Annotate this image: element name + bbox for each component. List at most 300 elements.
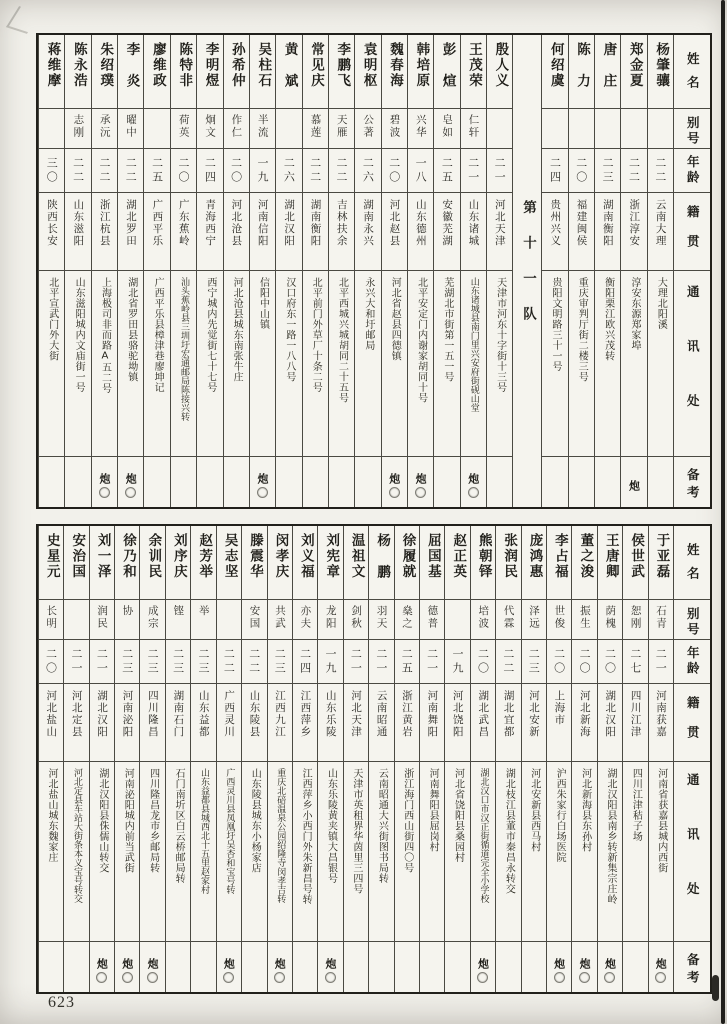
address-cell-text: 河北省赵县四德镇 [389, 277, 401, 361]
age-cell [649, 640, 673, 684]
remark-cell [118, 457, 143, 507]
age-cell [487, 149, 512, 193]
age-cell [39, 149, 64, 193]
remark-cell [621, 457, 646, 507]
native-cell-text: 四川隆昌 [146, 690, 159, 738]
alias-cell-text: 举 [197, 605, 210, 618]
remark-cell [572, 942, 596, 992]
native-cell [395, 684, 419, 762]
name-cell [39, 35, 64, 109]
native-cell [547, 684, 571, 762]
alias-cell-text: 碧波 [388, 114, 401, 139]
remark-cell-text: 炮 [146, 957, 160, 969]
age-cell [572, 640, 596, 684]
name-cell [569, 35, 594, 109]
alias-cell [171, 109, 196, 149]
native-cell-text: 山东益都 [197, 690, 210, 738]
name-cell-text: 郑金夏 [626, 42, 643, 89]
name-cell [445, 526, 469, 600]
age-cell [140, 640, 164, 684]
age-cell-text: 二〇 [387, 156, 401, 185]
age-cell-text: 二二 [653, 156, 667, 185]
remark-cell-text: 炮 [256, 472, 270, 484]
name-cell-text: 屈国基 [424, 533, 441, 580]
address-cell-text: 北平安定门内谢家胡同十号 [415, 277, 427, 403]
remark-cell [649, 942, 673, 992]
age-cell [115, 640, 139, 684]
address-cell-text: 广西平乐县樟津巷廖坤记 [152, 277, 164, 393]
age-cell-text: 二一 [69, 647, 83, 676]
name-cell [166, 526, 190, 600]
native-cell [64, 684, 88, 762]
remark-cell [382, 457, 407, 507]
age-cell [369, 640, 393, 684]
age-cell [329, 149, 354, 193]
native-cell [191, 684, 215, 762]
address-cell-text: 河北安新县西马村 [528, 768, 540, 852]
roster-column [470, 526, 495, 992]
header-alias [674, 109, 710, 149]
name-cell [471, 526, 495, 600]
roster-column [223, 35, 249, 507]
name-cell [408, 35, 433, 109]
remark-cell [39, 457, 64, 507]
scan-blob-artifact [712, 975, 719, 1001]
address-cell-text: 芜湖北市街第一五一号 [441, 277, 453, 382]
age-cell-text: 二三 [146, 647, 160, 676]
name-cell-text: 朱绍璞 [97, 42, 114, 89]
address-cell-text: 湖北汉阳县南乡转新集宗庄岭 [604, 768, 616, 905]
native-cell [369, 684, 393, 762]
name-cell-text: 王茂荣 [466, 42, 483, 89]
alias-cell-text: 荷英 [177, 114, 190, 139]
name-cell-text: 熊朝铎 [475, 533, 492, 580]
remark-cell [39, 942, 63, 992]
scan-edge-artifact [721, 0, 725, 1024]
roster-column [317, 526, 342, 992]
name-cell [144, 35, 169, 109]
name-cell [621, 35, 646, 109]
age-cell [461, 149, 486, 193]
alias-cell [92, 109, 117, 149]
age-cell-text: 二二 [97, 156, 111, 185]
name-cell-text: 庞鸿惠 [526, 533, 543, 580]
remark-cell [487, 457, 512, 507]
address-cell [408, 271, 433, 457]
roster-column [196, 35, 222, 507]
alias-cell [115, 600, 139, 640]
squad-label: 第十一队 [520, 200, 537, 342]
native-cell-text: 河南泌阳 [121, 690, 134, 738]
name-cell [623, 526, 647, 600]
address-cell-text: 浙江海门西山街四〇号 [401, 768, 413, 873]
roster-column [354, 35, 380, 507]
age-cell [598, 640, 622, 684]
alias-cell [39, 109, 64, 149]
remark-cell-text: 炮 [120, 957, 134, 969]
remark-cell [276, 457, 301, 507]
native-cell-text: 上海市 [553, 690, 566, 726]
address-cell-text: 上海极司非而路A五二号 [99, 277, 111, 394]
age-cell-text: 二一 [466, 156, 480, 185]
age-cell-text: 二二 [247, 647, 261, 676]
alias-cell [598, 600, 622, 640]
address-cell-text: 衡阳栗江欧兴茂转 [602, 277, 614, 361]
alias-cell [434, 109, 459, 149]
name-cell [197, 35, 222, 109]
native-cell-text: 江西萍乡 [299, 690, 312, 738]
header-column [673, 35, 710, 507]
address-cell [115, 762, 139, 942]
bottom-roster-table [36, 524, 712, 994]
native-cell-text: 湖北汉阳 [283, 199, 296, 247]
age-cell [623, 640, 647, 684]
circled-number-badge [96, 972, 107, 983]
address-cell-text: 湖北枝江县董市秦昌永转交 [503, 768, 515, 894]
age-cell [166, 640, 190, 684]
native-cell-text: 河北饶阳 [451, 690, 464, 738]
alias-cell-text: 天雁 [335, 114, 348, 139]
address-cell [268, 762, 292, 942]
native-cell [293, 684, 317, 762]
roster-column [571, 526, 596, 992]
alias-cell [648, 109, 673, 149]
roster-column [486, 35, 512, 507]
alias-cell-text: 共武 [273, 605, 286, 630]
remark-cell-text: 炮 [324, 957, 338, 969]
native-cell-text: 湖南衡阳 [309, 199, 322, 247]
name-cell-text: 陈永浩 [70, 42, 87, 89]
name-cell [420, 526, 444, 600]
address-cell [293, 762, 317, 942]
name-cell-text: 徐乃和 [120, 533, 137, 580]
native-cell [329, 193, 354, 271]
roster-column [91, 35, 117, 507]
age-cell [224, 149, 249, 193]
alias-cell [191, 600, 215, 640]
native-cell-text: 浙江淳安 [628, 199, 641, 247]
header-alias-label: 别号 [685, 606, 701, 638]
header-remarks-label: 备考 [685, 467, 701, 503]
roster-column [275, 35, 301, 507]
native-cell [166, 684, 190, 762]
age-cell-text: 三〇 [45, 156, 59, 185]
native-cell [648, 193, 673, 271]
remark-cell [420, 942, 444, 992]
roster-column [460, 35, 486, 507]
age-cell [522, 640, 546, 684]
top-roster-table [36, 33, 712, 509]
alias-cell [547, 600, 571, 640]
alias-cell [572, 600, 596, 640]
alias-cell [623, 600, 647, 640]
age-cell [445, 640, 469, 684]
native-cell [303, 193, 328, 271]
native-cell-text: 云南昭通 [375, 690, 388, 738]
page-number: 623 [48, 994, 75, 1011]
header-age-label: 年龄 [685, 155, 701, 186]
alias-cell [144, 109, 169, 149]
age-cell [171, 149, 196, 193]
alias-cell [250, 109, 275, 149]
alias-cell [140, 600, 164, 640]
native-cell-text: 湖南石门 [172, 690, 185, 738]
roster-column [541, 35, 567, 507]
address-cell-text: 重庆审判厅街二楼三号 [576, 277, 588, 382]
address-cell [65, 271, 90, 457]
name-cell [344, 526, 368, 600]
age-cell-text: 二六 [361, 156, 375, 185]
address-cell [355, 271, 380, 457]
address-cell [649, 762, 673, 942]
alias-cell [522, 600, 546, 640]
alias-cell [276, 109, 301, 149]
alias-cell-text: 恕刚 [629, 605, 642, 630]
native-cell-text: 陕西长安 [46, 199, 59, 247]
native-cell-text: 山东诸城 [467, 199, 480, 247]
roster-column [38, 526, 63, 992]
name-cell-text: 李鹏飞 [334, 42, 351, 89]
address-cell [242, 762, 266, 942]
age-cell [420, 640, 444, 684]
circled-number-badge [477, 972, 488, 983]
age-cell-text: 二三 [171, 647, 185, 676]
alias-cell-text: 代霖 [502, 605, 515, 630]
name-cell-text: 温祖文 [348, 533, 365, 580]
alias-cell [395, 600, 419, 640]
native-cell [595, 193, 620, 271]
age-cell-text: 一九 [451, 647, 465, 676]
native-cell [65, 193, 90, 271]
remark-cell-text: 炮 [476, 957, 490, 969]
roster-column [622, 526, 647, 992]
name-cell-text: 孙希仲 [228, 42, 245, 89]
native-cell [276, 193, 301, 271]
native-cell-text: 湖北罗田 [125, 199, 138, 247]
alias-cell-text: 成宗 [146, 605, 159, 630]
native-cell [434, 193, 459, 271]
alias-cell [118, 109, 143, 149]
age-cell [496, 640, 520, 684]
name-cell-text: 殷人义 [492, 42, 509, 89]
remark-cell [595, 457, 620, 507]
address-cell [191, 762, 215, 942]
age-cell-text: 二〇 [476, 647, 490, 676]
native-cell [224, 193, 249, 271]
roster-column [249, 35, 275, 507]
alias-cell [496, 600, 520, 640]
native-cell-text: 湖南永兴 [362, 199, 375, 247]
roster-column [117, 35, 143, 507]
name-cell-text: 张润民 [501, 533, 518, 580]
native-cell [92, 193, 117, 271]
name-cell-text: 李炎 [123, 42, 140, 106]
age-cell-text: 二三 [196, 647, 210, 676]
age-cell [268, 640, 292, 684]
native-cell-text: 河北赵县 [388, 199, 401, 247]
alias-cell-text: 作仁 [230, 114, 243, 139]
native-cell [39, 684, 63, 762]
roster-column [647, 35, 673, 507]
age-cell-text: 二一 [493, 156, 507, 185]
native-cell-text: 河南舞阳 [426, 690, 439, 738]
roster-column [64, 35, 90, 507]
address-cell-text: 河南舞阳县屈岗村 [427, 768, 439, 852]
header-address-label: 通讯处 [685, 284, 701, 449]
address-cell-text: 淳安东源郑家埠 [628, 277, 640, 351]
native-cell-text: 安徽芜湖 [441, 199, 454, 247]
header-name [674, 526, 710, 600]
address-cell [224, 271, 249, 457]
alias-cell [487, 109, 512, 149]
native-cell [542, 193, 567, 271]
alias-cell [293, 600, 317, 640]
name-cell [118, 35, 143, 109]
alias-cell [420, 600, 444, 640]
address-cell-text: 信阳中山镇 [257, 277, 269, 330]
remark-cell-text: 炮 [97, 472, 111, 484]
age-cell [569, 149, 594, 193]
native-cell-text: 江西九江 [273, 690, 286, 738]
roster-column [521, 526, 546, 992]
address-cell [276, 271, 301, 457]
native-cell [461, 193, 486, 271]
name-cell [65, 35, 90, 109]
native-cell [144, 193, 169, 271]
roster-column [568, 35, 594, 507]
name-cell [92, 35, 117, 109]
address-cell-text: 河北省饶阳县桑园村 [452, 768, 464, 863]
name-cell-text: 赵正英 [450, 533, 467, 580]
name-cell [434, 35, 459, 109]
native-cell [487, 193, 512, 271]
roster-column [394, 526, 419, 992]
native-cell [420, 684, 444, 762]
address-cell-text: 云南昭通大兴街图书局转 [376, 768, 388, 884]
roster-column [433, 35, 459, 507]
native-cell [318, 684, 342, 762]
alias-cell [217, 600, 241, 640]
remark-cell [369, 942, 393, 992]
age-cell [542, 149, 567, 193]
address-cell-text: 山东诸城县南门里兴安府街砚山堂 [468, 277, 479, 412]
alias-cell-text: 炯文 [204, 114, 217, 139]
remark-cell [65, 457, 90, 507]
remark-cell [434, 457, 459, 507]
alias-cell-text: 振生 [578, 605, 591, 630]
name-cell-text: 安治国 [69, 533, 86, 580]
remark-cell [90, 942, 114, 992]
address-cell-text: 四川江津秸子场 [630, 768, 642, 842]
name-cell-text: 杨鹏 [374, 533, 391, 597]
address-cell-text: 天津市英租界华茵里三四号 [350, 768, 362, 894]
name-cell-text: 魏春海 [386, 42, 403, 89]
remark-cell-text: 炮 [627, 479, 641, 491]
age-cell [547, 640, 571, 684]
alias-cell [242, 600, 266, 640]
header-remarks [674, 457, 710, 507]
alias-cell [355, 109, 380, 149]
remark-cell [648, 457, 673, 507]
alias-cell [649, 600, 673, 640]
age-cell [191, 640, 215, 684]
address-cell [648, 271, 673, 457]
native-cell [522, 684, 546, 762]
alias-cell [166, 600, 190, 640]
roster-column [114, 526, 139, 992]
roster-column [143, 35, 169, 507]
address-cell-text: 四川隆昌龙市乡邮局转 [147, 768, 159, 873]
address-cell [140, 762, 164, 942]
name-cell-text: 吴柱石 [255, 42, 272, 89]
address-cell-text: 湖北汉阳县侏儒山转交 [96, 768, 108, 873]
address-cell-text: 大理北阳溪 [655, 277, 667, 330]
name-cell [648, 35, 673, 109]
native-cell [572, 684, 596, 762]
name-cell [115, 526, 139, 600]
name-cell [39, 526, 63, 600]
remark-cell [268, 942, 292, 992]
native-cell [445, 684, 469, 762]
roster-column [620, 35, 646, 507]
age-cell-text: 二一 [95, 647, 109, 676]
roster-column [89, 526, 114, 992]
alias-cell-text: 铿 [172, 605, 185, 618]
native-cell-text: 吉林扶余 [335, 199, 348, 247]
address-cell [344, 762, 368, 942]
header-name-label: 姓名 [685, 542, 701, 590]
name-cell [369, 526, 393, 600]
native-cell [90, 684, 114, 762]
header-name [674, 35, 710, 109]
alias-cell-text: 志刚 [72, 114, 85, 139]
name-cell-text: 黄斌 [281, 42, 298, 106]
name-cell-text: 袁明枢 [360, 42, 377, 89]
alias-cell-text: 承沅 [98, 114, 111, 139]
name-cell [217, 526, 241, 600]
native-cell [496, 684, 520, 762]
age-cell-text: 二四 [203, 156, 217, 185]
roster-column [419, 526, 444, 992]
name-cell-text: 史星元 [43, 533, 60, 580]
native-cell [250, 193, 275, 271]
address-cell-text: 山东乐陵黄夹镇大昌银号 [325, 768, 337, 884]
header-alias [674, 600, 710, 640]
native-cell [268, 684, 292, 762]
alias-cell-text: 龙阳 [324, 605, 337, 630]
name-cell [522, 526, 546, 600]
roster-column [170, 35, 196, 507]
native-cell-text: 河南信阳 [256, 199, 269, 247]
age-cell-text: 二四 [298, 647, 312, 676]
native-cell [621, 193, 646, 271]
name-cell [224, 35, 249, 109]
age-cell [434, 149, 459, 193]
name-cell [547, 526, 571, 600]
remark-cell-text: 炮 [273, 957, 287, 969]
remark-cell-text: 炮 [387, 472, 401, 484]
roster-column [216, 526, 241, 992]
native-cell [382, 193, 407, 271]
address-cell [572, 762, 596, 942]
header-native [674, 193, 710, 271]
native-cell-text: 福建闽侯 [575, 199, 588, 247]
native-cell [408, 193, 433, 271]
squad-divider [512, 35, 541, 507]
age-cell [382, 149, 407, 193]
remark-cell [191, 942, 215, 992]
address-cell-text: 河南省获嘉县城内西街 [655, 768, 667, 873]
